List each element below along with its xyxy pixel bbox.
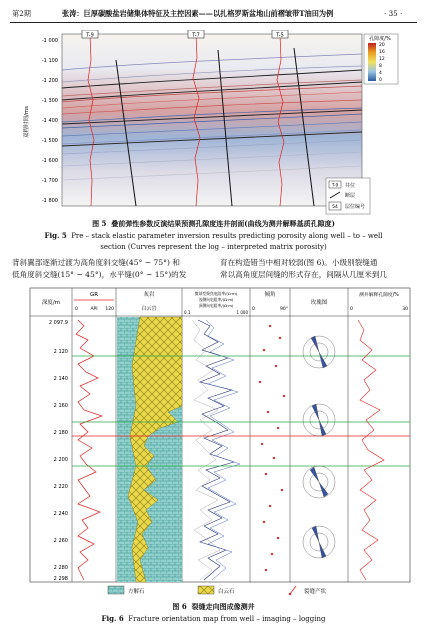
fig6-depth-tick: 2 160: [53, 403, 68, 409]
legend-well-tag: T-9: [331, 182, 339, 188]
header-gr-unit: API: [90, 307, 98, 312]
header-gr: GR: [89, 292, 99, 298]
header-res-min: 0.1: [184, 310, 191, 315]
seismic-panel: [62, 34, 362, 206]
well-label-t5: T-5: [276, 32, 284, 39]
colorbar-title: 孔隙度/%: [369, 36, 391, 42]
legend-fracture-symbol: [290, 586, 296, 594]
fig6-caption-en-text: Fracture orientation map from well – imaging – logging: [128, 615, 326, 623]
header-gr-max: 120: [105, 307, 114, 312]
fig5-caption-en-num: Fig. 5: [44, 231, 67, 240]
colorbar-tick: 8: [379, 64, 382, 69]
legend-horizon-label: 层位编号: [345, 204, 366, 210]
fig6-depth-tick: 2 120: [53, 349, 68, 355]
header-rose: 玫瑰图: [310, 300, 328, 306]
header-res-1: 微球型聚焦电阻率/(Ω·m): [194, 291, 238, 296]
legend-dolomite-swatch: [198, 586, 214, 594]
fig6-caption-cn-text: 裂缝走向图成像测井: [191, 602, 255, 611]
fig6-depth-tick: 2 220: [53, 484, 68, 490]
depth-tick: -1 200: [41, 78, 58, 84]
figure-6: [28, 286, 412, 598]
depth-axis-label: 双程时间/ms: [24, 105, 30, 139]
header-por: 测井解释孔隙度/%: [359, 293, 399, 298]
seismic-section: [18, 30, 400, 216]
fig5-caption-cn-text: 叠前弹性参数反演结果预测孔隙度连井剖面(曲线为测井解释基质孔隙度): [111, 219, 335, 228]
colorbar-tick: 4: [379, 71, 382, 76]
legend-dolomite-label: 白云石: [218, 589, 235, 595]
depth-tick: -1 400: [41, 118, 58, 124]
fig6-caption-en: [12, 614, 415, 624]
header-lith: 灰岩: [143, 292, 155, 298]
fig6-caption-cn-num: 图 6: [172, 602, 187, 611]
depth-tick: -1 300: [41, 98, 58, 104]
fig6-caption-cn: [12, 602, 415, 612]
fig6-depth-tick: 2 298: [53, 576, 68, 582]
well-label-t9: T-9: [86, 32, 94, 39]
body-left-line-2: 低角度斜交缝(15° ~ 45°)，水平缝(0° ~ 15°)的发: [12, 270, 187, 279]
header-lith-sub: 白云岩: [141, 306, 157, 312]
header-dip-min: 0: [252, 307, 255, 312]
header-res-2: 浅侧向电阻率/(Ω·m): [198, 297, 234, 302]
image-log-panel: [28, 286, 412, 598]
page-number: · 35 ·: [384, 9, 403, 18]
depth-tick: -1 600: [41, 158, 58, 164]
body-left-line-1: 背斜翼部逐渐过渡为高角度斜交缝(45° ~ 75°) 和: [12, 258, 180, 267]
legend-limestone-swatch: [108, 586, 124, 594]
issue-number: 第2期: [12, 9, 31, 18]
colorbar: [368, 43, 376, 81]
depth-tick: -1 500: [41, 138, 58, 144]
legend-fracture-label: 裂缝产状: [304, 589, 327, 595]
fig6-depth-tick: 2 097.9: [48, 320, 68, 326]
legend-well-label: 井位: [345, 183, 356, 189]
depth-tick: -1 000: [41, 38, 58, 44]
fig5-caption-cn-num: 图 5: [92, 219, 107, 228]
header-por-max: 30: [402, 307, 408, 312]
header-res-max: 1 000: [236, 310, 248, 315]
fig5-caption-en-2: section (Curves represent the log – interpreted matrix porosity): [100, 243, 327, 251]
depth-tick: -1 700: [41, 178, 58, 184]
fig6-caption-en-num: Fig. 6: [101, 614, 124, 623]
body-right-line-2: 常以高角度层间缝的形式存在，间隔从几厘米到几: [220, 270, 388, 279]
header-depth: 深度/m: [41, 300, 61, 306]
depth-tick: -1 100: [41, 58, 58, 64]
header-dip: 倾角: [264, 292, 276, 298]
colorbar-tick: 12: [379, 57, 385, 62]
legend-fault-label: 断层: [345, 193, 356, 199]
header-res-3: 深侧向电阻率/(Ω·m): [198, 303, 234, 308]
body-right-line-1: 育在构造错当中相对较弱(图 6)。小级别裂缝通: [220, 258, 378, 267]
fig6-depth-tick: 2 240: [53, 511, 68, 517]
fig6-depth-tick: 2 280: [53, 565, 68, 571]
depth-tick: -1 800: [41, 198, 58, 204]
fig5-caption-en-text-1: Pre – stack elastic parameter inversion results predicting porosity along well – to – well: [71, 232, 383, 240]
fig6-depth-tick: 2 180: [53, 430, 68, 436]
fig6-depth-tick: 2 200: [53, 457, 68, 463]
depth-ticks: [42, 38, 58, 204]
colorbar-tick: 16: [379, 50, 385, 55]
header-por-min: 0: [350, 307, 353, 312]
legend-horizon-tag: 54: [332, 205, 338, 210]
colorbar-tick: 20: [379, 43, 385, 48]
legend-fracture-dot: [289, 593, 291, 595]
legend-limestone-label: 方解石: [128, 589, 145, 595]
header-rule: [10, 22, 417, 23]
header-gr-min: 0: [75, 307, 78, 312]
header-dip-max: 90°: [280, 307, 288, 312]
running-title: 张涛：巨厚碳酸盐岩储集体特征及主控因素——以扎格罗斯盆地山前褶皱带T油田为例: [62, 9, 334, 18]
fig5-caption-en-1: [12, 231, 415, 241]
well-label-t7: T-7: [192, 32, 200, 39]
fig6-depth-tick: 2 140: [53, 376, 68, 382]
fig5-caption-cn: [12, 219, 415, 229]
fig6-depth-tick: 2 260: [53, 538, 68, 544]
colorbar-tick: 0: [379, 78, 382, 83]
figure-5: [18, 30, 400, 216]
